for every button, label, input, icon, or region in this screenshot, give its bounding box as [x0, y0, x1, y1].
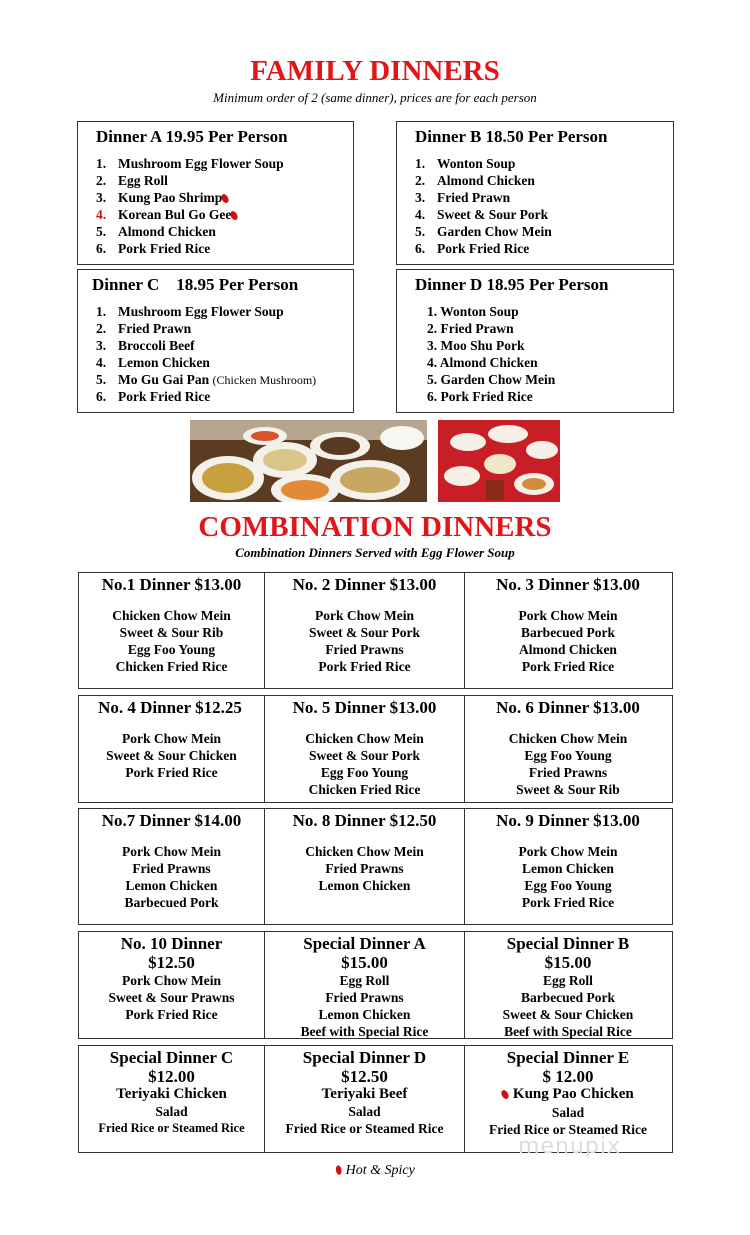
combo-item: Chicken Chow Mein [305, 731, 424, 746]
combo-price: $15.00 [544, 953, 592, 972]
watermark: menupix [518, 1134, 621, 1159]
combo-item: Barbecued Pork [520, 625, 616, 640]
list-item: 4. Almond Chicken [427, 355, 538, 370]
combo-item: Pork Chow Mein [518, 608, 618, 623]
dinner-a-box [77, 121, 354, 265]
combo-cell [464, 932, 671, 1038]
combo-item: Barbecued Pork [124, 895, 219, 910]
list-item: 6. Pork Fried Rice [427, 389, 533, 404]
list-item: 4. Lemon Chicken [96, 355, 210, 370]
combo-name: No. 3 Dinner $13.00 [496, 575, 640, 594]
item-note: (Chicken Mushroom) [212, 373, 317, 387]
combo-item: Pork Fried Rice [318, 659, 411, 674]
combo-item: Fried Prawns [325, 642, 404, 657]
combo-cell [79, 573, 264, 688]
combo-item: Egg Foo Young [524, 748, 612, 763]
combo-name: Special Dinner B [506, 934, 630, 953]
list-item: 3. Fried Prawn [415, 190, 511, 205]
combo-item: Pork Chow Mein [122, 731, 221, 746]
combo-item: Teriyaki Chicken [116, 1086, 227, 1102]
combo-item: Pork Chow Mein [122, 973, 221, 988]
list-item: 6. Pork Fried Rice [415, 241, 530, 256]
combo-name: No.7 Dinner $14.00 [101, 811, 242, 830]
list-item: 5. Garden Chow Mein [427, 372, 556, 387]
combo-item: Salad [551, 1105, 585, 1120]
list-item: 1. Mushroom Egg Flower Soup [96, 304, 284, 319]
combo-item: Salad [155, 1104, 188, 1119]
combo-name: Special Dinner D [302, 1048, 427, 1067]
combo-item: Pork Fried Rice [521, 659, 615, 674]
combo-item: Chicken Chow Mein [112, 608, 231, 623]
combo-item: Pork Chow Mein [122, 844, 221, 859]
combo-name: Special Dinner A [303, 934, 426, 953]
legend-text: Hot & Spicy [345, 1163, 415, 1178]
combo-name: No. 10 Dinner [120, 934, 223, 953]
combo-cell [464, 696, 671, 802]
combo-item: Kung Pao Chicken [512, 1086, 634, 1102]
combo-item: Lemon Chicken [318, 878, 411, 893]
chili-pepper-icon: ⬮ [228, 209, 241, 223]
combo-item: Egg Roll [543, 973, 593, 988]
combo-item: Sweet & Sour Rib [119, 625, 224, 640]
combo-cell [264, 573, 464, 688]
combo-item: Fried Prawns [528, 765, 608, 780]
dinner-b-box [396, 121, 674, 265]
combo-item: Beef with Special Rice [504, 1024, 632, 1039]
combo-item: Pork Fried Rice [521, 895, 615, 910]
combo-row-3 [78, 808, 673, 925]
combo-name: No.1 Dinner $13.00 [101, 575, 242, 594]
combo-item: Almond Chicken [519, 642, 617, 657]
combo-cell [79, 809, 264, 924]
chili-pepper-icon: ⬮ [219, 192, 232, 206]
combo-price: $12.50 [341, 1067, 388, 1086]
combo-item: Teriyaki Beef [321, 1086, 408, 1102]
list-item: 4. Sweet & Sour Pork [415, 207, 549, 222]
combo-item: Pork Fried Rice [125, 765, 218, 780]
combo-price: $12.00 [148, 1067, 195, 1086]
list-item: 1. Wonton Soup [427, 304, 519, 319]
chili-pepper-icon: ⬮ [332, 1164, 345, 1178]
chili-pepper-icon: ⬮ [499, 1088, 512, 1102]
list-item: 4. Korean Bul Go Gee⬮ [96, 206, 339, 223]
family-dinners-subtitle: Minimum order of 2 (same dinner), prices are for each person [213, 90, 537, 105]
combo-item: Fried Prawns [325, 990, 404, 1005]
combo-item: Lemon Chicken [522, 861, 614, 876]
list-item: 2. Fried Prawn [427, 321, 514, 336]
combo-item: Fried Prawns [325, 861, 404, 876]
combo-item: Pork Chow Mein [518, 844, 618, 859]
dinner-d-heading: Dinner D 18.95 Per Person [415, 275, 609, 294]
combo-item: Pork Fried Rice [125, 1007, 218, 1022]
combo-name: No. 8 Dinner $12.50 [292, 811, 437, 830]
combo-cell [264, 1046, 464, 1152]
list-item: 3. Moo Shu Pork [427, 338, 525, 353]
list-item: 5. Mo Gu Gai Pan (Chicken Mushroom) [96, 372, 317, 387]
combo-item: Sweet & Sour Prawns [108, 990, 235, 1005]
list-item: 1. Wonton Soup [415, 156, 516, 171]
combo-name: No. 2 Dinner $13.00 [292, 575, 437, 594]
combo-item: Chicken Fried Rice [308, 782, 421, 797]
family-dinners-title: FAMILY DINNERS [250, 55, 500, 87]
combo-price: $ 12.00 [542, 1067, 594, 1086]
combo-item: Fried Rice or Steamed Rice [285, 1121, 444, 1136]
combo-price: $12.50 [148, 953, 195, 972]
combination-dinners-title: COMBINATION DINNERS [198, 511, 552, 543]
list-item: 3. Broccoli Beef [96, 338, 195, 353]
combo-item: Barbecued Pork [520, 990, 616, 1005]
hot-spicy-legend [0, 1163, 750, 1179]
list-item: 2. Almond Chicken [415, 173, 535, 188]
combo-item: Sweet & Sour Chicken [106, 748, 237, 763]
combo-item: Beef with Special Rice [300, 1024, 429, 1039]
list-item: 2. Fried Prawn [96, 321, 192, 336]
combo-item: Chicken Chow Mein [508, 731, 628, 746]
combo-name: Special Dinner C [109, 1048, 234, 1067]
combo-cell [264, 696, 464, 802]
dinner-d-box [396, 269, 674, 413]
combo-item: Egg Foo Young [524, 878, 612, 893]
combo-row-4 [78, 931, 673, 1039]
combo-cell [79, 932, 264, 1038]
list-item: 6. Pork Fried Rice [96, 241, 211, 256]
list-item: 1. Mushroom Egg Flower Soup [96, 156, 284, 171]
combo-item: Sweet & Sour Pork [308, 625, 421, 640]
list-item: 3. Kung Pao Shrimp⬮ [96, 189, 339, 206]
combo-cell [79, 696, 264, 802]
combo-price: $15.00 [341, 953, 388, 972]
combo-row-1 [78, 572, 673, 689]
combo-item: Sweet & Sour Rib [516, 782, 620, 797]
combo-item: Pork Chow Mein [315, 608, 414, 623]
dinner-c-box [77, 269, 354, 413]
combo-item-row [465, 1086, 671, 1104]
food-photo-plates [190, 420, 427, 502]
list-item: 2. Egg Roll [96, 173, 168, 188]
list-item: 5. Garden Chow Mein [415, 224, 552, 239]
combo-cell [264, 932, 464, 1038]
combo-name: No. 6 Dinner $13.00 [496, 698, 640, 717]
dinner-c-heading: Dinner C 18.95 Per Person [92, 275, 299, 294]
combo-item: Lemon Chicken [318, 1007, 411, 1022]
combo-name: No. 9 Dinner $13.00 [496, 811, 640, 830]
combo-cell [464, 809, 671, 924]
combo-item: Fried Prawns [132, 861, 211, 876]
combo-name: No. 5 Dinner $13.00 [292, 698, 437, 717]
combo-cell [464, 573, 671, 688]
combo-cell [79, 1046, 264, 1152]
combo-item: Fried Rice or Steamed Rice [98, 1121, 245, 1135]
combo-item: Egg Foo Young [127, 642, 216, 657]
combo-item: Egg Foo Young [320, 765, 409, 780]
dinner-a-heading: Dinner A 19.95 Per Person [96, 127, 288, 146]
list-item: 5. Almond Chicken [96, 224, 216, 239]
combo-item: Chicken Fried Rice [115, 659, 228, 674]
combo-name: Special Dinner E [506, 1048, 630, 1067]
dinner-b-heading: Dinner B 18.50 Per Person [415, 127, 608, 146]
combo-item: Fried Rice or Steamed Rice [489, 1122, 647, 1137]
combo-item: Sweet & Sour Chicken [502, 1007, 634, 1022]
combo-cell [264, 809, 464, 924]
combination-dinners-subtitle: Combination Dinners Served with Egg Flower Soup [235, 545, 515, 560]
combo-item: Sweet & Sour Pork [308, 748, 421, 763]
combo-item: Lemon Chicken [125, 878, 218, 893]
food-photo-table [438, 420, 560, 502]
combo-name: No. 4 Dinner $12.25 [98, 698, 242, 717]
list-item: 6. Pork Fried Rice [96, 389, 211, 404]
combo-item: Salad [348, 1104, 381, 1119]
combo-row-2 [78, 695, 673, 803]
combo-item: Chicken Chow Mein [305, 844, 424, 859]
combo-item: Egg Roll [339, 973, 390, 988]
